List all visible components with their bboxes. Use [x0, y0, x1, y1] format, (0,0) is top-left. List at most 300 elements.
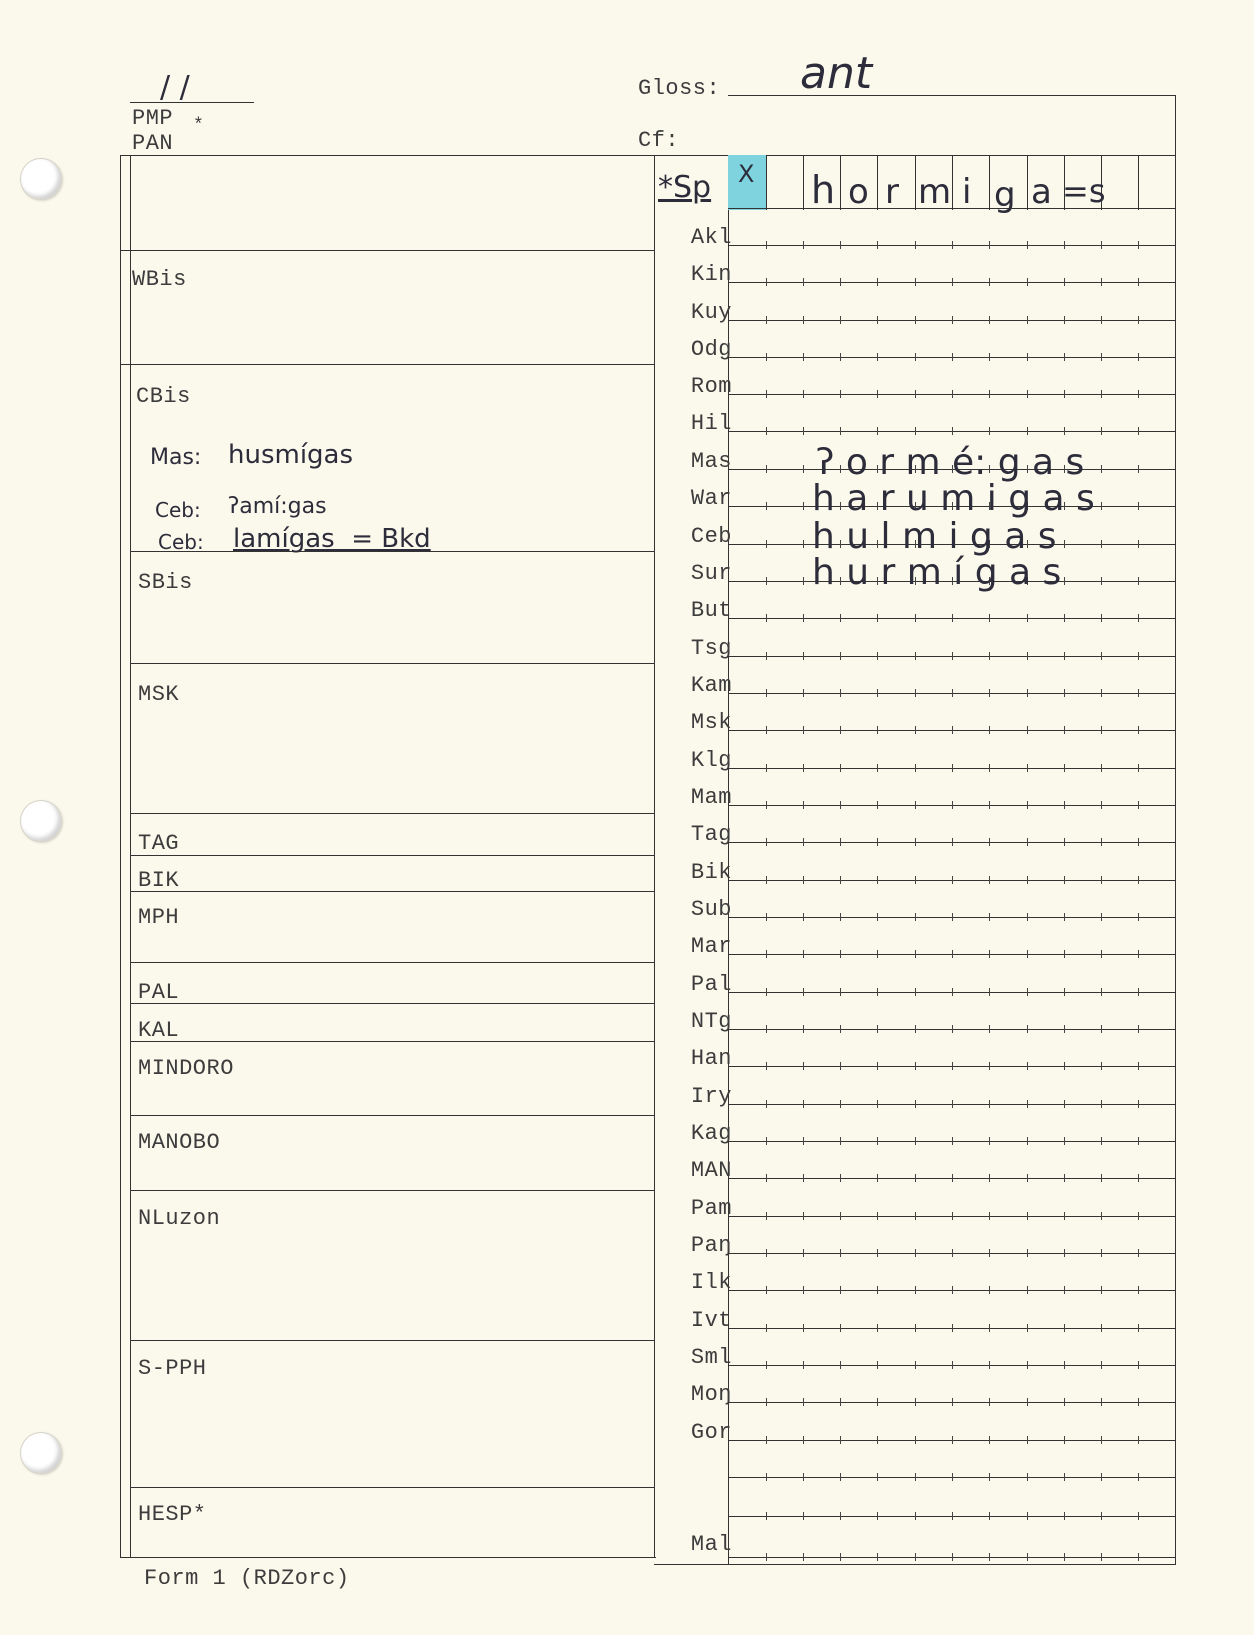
section-divider [130, 1190, 655, 1191]
row-tick [803, 876, 804, 884]
row-tick [766, 241, 767, 249]
row-tick [915, 390, 916, 398]
gloss-value: ant [800, 48, 873, 99]
row-tick [989, 241, 990, 249]
row-tick [1101, 1212, 1102, 1220]
row-tick [877, 1174, 878, 1182]
row-tick [1138, 1025, 1139, 1033]
row-tick [877, 1324, 878, 1332]
section-divider [130, 1340, 655, 1341]
row-tick [803, 427, 804, 435]
row-tick [1027, 390, 1028, 398]
row-tick [766, 801, 767, 809]
row-tick [1138, 876, 1139, 884]
row-tick [1027, 764, 1028, 772]
row-tick [1027, 427, 1028, 435]
sp-letter: =s [1062, 172, 1106, 210]
row-tick [877, 614, 878, 622]
sp-label: *Sp [658, 170, 712, 205]
row-tick [1138, 427, 1139, 435]
row-tick [1138, 1249, 1139, 1257]
row-tick [1138, 838, 1139, 846]
row-tick [915, 1025, 916, 1033]
row-tick [877, 1212, 878, 1220]
section-divider [130, 663, 655, 664]
row-tick [877, 241, 878, 249]
row-tick [766, 652, 767, 660]
row-tick [915, 988, 916, 996]
row-tick [1101, 1436, 1102, 1444]
row-tick [1027, 1473, 1028, 1481]
row-tick [915, 1100, 916, 1108]
row-tick [915, 1249, 916, 1257]
row-tick [840, 1436, 841, 1444]
row-tick [915, 876, 916, 884]
row-tick [989, 1137, 990, 1145]
row-tick [952, 689, 953, 697]
row-tick [989, 764, 990, 772]
row-tick [1138, 988, 1139, 996]
row-tick [1138, 278, 1139, 286]
row-tick [952, 1137, 953, 1145]
row-tick [915, 1473, 916, 1481]
section-divider [130, 855, 655, 856]
row-tick [1101, 465, 1102, 473]
row-tick [803, 1174, 804, 1182]
sp-cell-divider [840, 155, 841, 210]
row-tick [766, 1249, 767, 1257]
row-tick [915, 1398, 916, 1406]
row-tick [1027, 1361, 1028, 1369]
row-tick [1027, 652, 1028, 660]
row-tick [915, 278, 916, 286]
row-tick [915, 764, 916, 772]
row-tick [877, 390, 878, 398]
row-tick [952, 1025, 953, 1033]
section-label-wbis: WBis [132, 267, 187, 292]
row-tick [1101, 689, 1102, 697]
row-tick [877, 278, 878, 286]
language-label: Moŋ [690, 1382, 732, 1407]
section-label-mindoro: MINDORO [138, 1056, 234, 1081]
row-tick [803, 1398, 804, 1406]
row-tick [840, 913, 841, 921]
row-tick [1027, 1398, 1028, 1406]
cbis-note-lang: Ceb: [158, 530, 204, 554]
sp-letter: m [918, 172, 952, 212]
language-label: Mar [690, 934, 732, 959]
row-tick [1101, 1324, 1102, 1332]
sp-letter: g [994, 175, 1016, 215]
row-tick [766, 316, 767, 324]
row-tick [952, 876, 953, 884]
row-tick [1064, 390, 1065, 398]
row-tick [1138, 241, 1139, 249]
row-tick [915, 1512, 916, 1520]
section-divider [130, 1003, 655, 1004]
sp-letter: a [1031, 172, 1052, 212]
row-tick [989, 353, 990, 361]
language-label: Odg [690, 337, 732, 362]
row-tick [840, 278, 841, 286]
row-tick [803, 801, 804, 809]
row-tick [803, 1361, 804, 1369]
language-label: Mas [690, 449, 732, 474]
row-tick [803, 1286, 804, 1294]
row-tick [1101, 988, 1102, 996]
row-tick [989, 278, 990, 286]
row-tick [1138, 726, 1139, 734]
row-tick [877, 689, 878, 697]
row-tick [840, 652, 841, 660]
row-tick [803, 764, 804, 772]
row-tick [803, 652, 804, 660]
row-tick [1064, 316, 1065, 324]
sp-letter: h [811, 168, 836, 212]
row-tick [1027, 241, 1028, 249]
row-tick [1101, 801, 1102, 809]
row-tick [1027, 614, 1028, 622]
row-tick [840, 390, 841, 398]
row-tick [766, 1137, 767, 1145]
row-tick [1138, 1553, 1139, 1561]
row-tick [877, 1553, 878, 1561]
row-tick [952, 1324, 953, 1332]
row-tick [1027, 353, 1028, 361]
language-label: Mam [690, 785, 732, 810]
row-tick [952, 1398, 953, 1406]
language-label: Sml [690, 1345, 732, 1370]
divider-left [654, 155, 655, 1557]
language-label: Rom [690, 374, 732, 399]
row-tick [877, 838, 878, 846]
row-tick [989, 1398, 990, 1406]
sp-cell-divider [1027, 155, 1028, 210]
row-tick [766, 1100, 767, 1108]
row-tick [989, 726, 990, 734]
sp-cell-divider [877, 155, 878, 210]
row-tick [1064, 876, 1065, 884]
section-label-kal: KAL [138, 1018, 180, 1043]
entry-ceb: h u l m i g a s [812, 516, 1057, 557]
row-tick [1064, 278, 1065, 286]
sp-cell-divider [915, 155, 916, 210]
row-tick [1064, 764, 1065, 772]
section-label-mph: MPH [138, 905, 180, 930]
row-tick [915, 726, 916, 734]
row-tick [877, 726, 878, 734]
row-tick [1138, 353, 1139, 361]
row-tick [877, 1062, 878, 1070]
row-tick [1101, 1512, 1102, 1520]
slash-mark: / / [160, 70, 190, 105]
language-label: Pal [690, 972, 732, 997]
row-tick [840, 1137, 841, 1145]
row-tick [1064, 1398, 1065, 1406]
gloss-label: Gloss: [638, 76, 721, 101]
language-label: Ivt [690, 1308, 732, 1333]
row-tick [803, 1553, 804, 1561]
section-divider [130, 1041, 655, 1042]
row-tick [1027, 1137, 1028, 1145]
row-tick [1064, 1249, 1065, 1257]
row-tick [1027, 1436, 1028, 1444]
row-tick [1101, 913, 1102, 921]
row-tick [1064, 988, 1065, 996]
row-tick [1138, 689, 1139, 697]
row-tick [840, 1100, 841, 1108]
row-tick [915, 1324, 916, 1332]
row-tick [766, 465, 767, 473]
row-tick [915, 1553, 916, 1561]
row-tick [1138, 577, 1139, 585]
row-tick [840, 427, 841, 435]
row-tick [1101, 764, 1102, 772]
row-tick [952, 1286, 953, 1294]
row-tick [1027, 913, 1028, 921]
entry-sur: h u r m í g a s [812, 552, 1062, 593]
row-tick [1101, 614, 1102, 622]
row-tick [803, 1512, 804, 1520]
row-tick [1138, 1062, 1139, 1070]
sp-mark: X [738, 160, 755, 188]
row-tick [766, 1512, 767, 1520]
row-tick [877, 1512, 878, 1520]
row-tick [1138, 1100, 1139, 1108]
row-tick [803, 502, 804, 510]
language-label: But [690, 598, 732, 623]
row-tick [952, 913, 953, 921]
row-tick [803, 540, 804, 548]
row-tick [877, 1398, 878, 1406]
row-tick [1064, 1137, 1065, 1145]
row-tick [840, 1512, 841, 1520]
row-tick [952, 390, 953, 398]
row-tick [877, 353, 878, 361]
row-tick [989, 1512, 990, 1520]
language-label: MAN [690, 1158, 732, 1183]
row-tick [877, 1137, 878, 1145]
row-tick [1101, 1286, 1102, 1294]
row-tick [803, 1137, 804, 1145]
row-tick [877, 316, 878, 324]
row-tick [1138, 502, 1139, 510]
row-tick [915, 801, 916, 809]
row-tick [766, 1473, 767, 1481]
row-tick [1101, 950, 1102, 958]
row-tick [766, 838, 767, 846]
row-tick [840, 1398, 841, 1406]
row-tick [989, 1100, 990, 1108]
row-tick [1064, 838, 1065, 846]
row-tick [803, 614, 804, 622]
row-tick [915, 316, 916, 324]
row-tick [840, 614, 841, 622]
row-tick [952, 1174, 953, 1182]
row-tick [840, 988, 841, 996]
row-tick [1064, 540, 1065, 548]
row-tick [952, 1361, 953, 1369]
row-tick [915, 353, 916, 361]
sp-letter: i [962, 172, 972, 212]
row-tick [989, 988, 990, 996]
row-tick [1064, 801, 1065, 809]
row-tick [989, 1436, 990, 1444]
row-tick [989, 1473, 990, 1481]
row-tick [840, 764, 841, 772]
row-tick [803, 689, 804, 697]
row-tick [1101, 1137, 1102, 1145]
row-tick [915, 1062, 916, 1070]
row-tick [1101, 726, 1102, 734]
row-tick [1101, 278, 1102, 286]
language-label: Tag [690, 822, 732, 847]
row-tick [766, 1324, 767, 1332]
form-footer: Form 1 (RDZorc) [144, 1566, 350, 1591]
row-tick [989, 427, 990, 435]
row-tick [952, 614, 953, 622]
row-tick [1101, 1553, 1102, 1561]
language-label: Akl [690, 225, 732, 250]
language-label: Mal [690, 1532, 732, 1557]
row-tick [1138, 390, 1139, 398]
row-tick [840, 726, 841, 734]
row-tick [766, 1212, 767, 1220]
row-tick [1064, 614, 1065, 622]
section-divider [130, 962, 655, 963]
row-tick [766, 1398, 767, 1406]
row-tick [1101, 241, 1102, 249]
language-label: Klg [690, 748, 732, 773]
row-tick [766, 1025, 767, 1033]
entry-mas: ʔ o r m é: g a s [816, 442, 1085, 483]
language-label: Bik [690, 860, 732, 885]
row-tick [803, 950, 804, 958]
row-tick [989, 1062, 990, 1070]
row-tick [1138, 950, 1139, 958]
row-tick [1064, 1100, 1065, 1108]
section-divider [130, 813, 655, 814]
row-tick [1064, 1062, 1065, 1070]
row-tick [877, 1249, 878, 1257]
row-tick [952, 1212, 953, 1220]
entry-war: h a r u m i g a s [812, 478, 1095, 519]
row-tick [989, 1212, 990, 1220]
row-tick [1101, 316, 1102, 324]
row-tick [989, 614, 990, 622]
section-divider [130, 891, 655, 892]
row-tick [1138, 1361, 1139, 1369]
sp-cell-divider [766, 155, 767, 210]
row-tick [915, 950, 916, 958]
row-tick [952, 1436, 953, 1444]
row-tick [1138, 1512, 1139, 1520]
row-tick [803, 278, 804, 286]
row-tick [989, 1249, 990, 1257]
section-label-manobo: MANOBO [138, 1130, 221, 1155]
row-tick [1064, 1512, 1065, 1520]
row-tick [1027, 1100, 1028, 1108]
row-tick [840, 353, 841, 361]
row-tick [840, 1473, 841, 1481]
row-tick [766, 1436, 767, 1444]
row-tick [1138, 316, 1139, 324]
row-tick [952, 427, 953, 435]
row-tick [877, 1361, 878, 1369]
row-tick [952, 316, 953, 324]
row-tick [1101, 1398, 1102, 1406]
row-tick [840, 838, 841, 846]
row-tick [1027, 689, 1028, 697]
row-tick [989, 950, 990, 958]
row-tick [840, 1286, 841, 1294]
section-label-hesp: HESP* [138, 1502, 207, 1527]
row-tick [989, 1553, 990, 1561]
section-label-s-pph: S-PPH [138, 1356, 207, 1381]
row-tick [1064, 1436, 1065, 1444]
sp-cell-divider [803, 155, 804, 210]
row-tick [1138, 913, 1139, 921]
row-tick [803, 390, 804, 398]
language-label: Tsg [690, 636, 732, 661]
language-label: Kin [690, 262, 732, 287]
row-tick [766, 1286, 767, 1294]
row-tick [1101, 876, 1102, 884]
row-tick [840, 801, 841, 809]
row-tick [803, 1324, 804, 1332]
row-tick [989, 652, 990, 660]
punch-hole-middle [20, 800, 62, 842]
row-tick [1064, 1025, 1065, 1033]
row-tick [840, 1361, 841, 1369]
row-tick [1064, 726, 1065, 734]
row-tick [1138, 1286, 1139, 1294]
pan-label: PAN [132, 131, 174, 156]
row-tick [1027, 876, 1028, 884]
row-tick [803, 1212, 804, 1220]
row-tick [877, 1025, 878, 1033]
row-tick [877, 1286, 878, 1294]
row-tick [952, 1062, 953, 1070]
sp-letter: o [848, 172, 869, 212]
row-tick [803, 353, 804, 361]
row-tick [915, 913, 916, 921]
row-tick [1064, 1361, 1065, 1369]
row-tick [766, 1553, 767, 1561]
row-tick [915, 1137, 916, 1145]
language-label: Kam [690, 673, 732, 698]
row-tick [1138, 764, 1139, 772]
row-tick [1064, 913, 1065, 921]
row-tick [803, 1473, 804, 1481]
row-tick [1101, 577, 1102, 585]
row-tick [989, 838, 990, 846]
row-tick [803, 988, 804, 996]
section-divider [130, 1115, 655, 1116]
row-tick [1064, 1286, 1065, 1294]
row-tick [915, 838, 916, 846]
row-tick [766, 726, 767, 734]
row-tick [952, 241, 953, 249]
row-tick [952, 652, 953, 660]
row-tick [1064, 950, 1065, 958]
section-label-sbis: SBis [138, 570, 193, 595]
cbis-note-form: lamígas = Bkd [233, 524, 431, 554]
row-tick [952, 988, 953, 996]
row-tick [766, 577, 767, 585]
row-tick [1101, 1174, 1102, 1182]
row-tick [1138, 801, 1139, 809]
